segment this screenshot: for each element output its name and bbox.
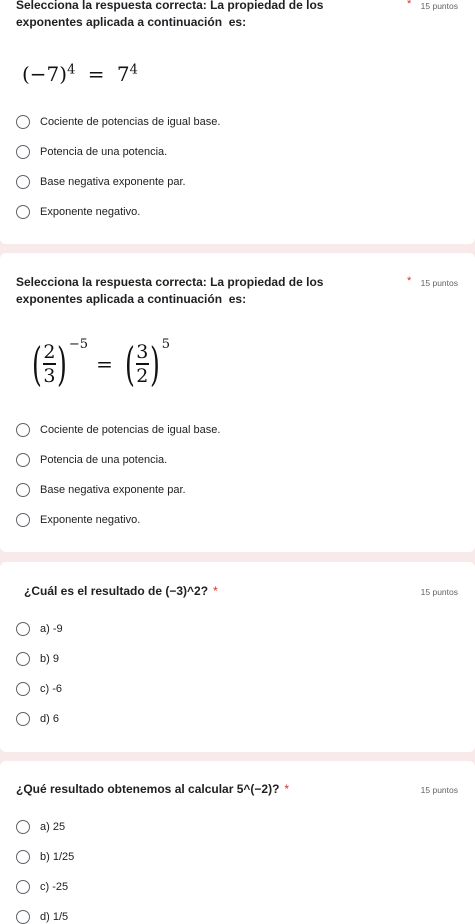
question-title: Selecciona la respuesta correcta: La propiedad de los exponentes aplicada a continuación es:	[16, 0, 327, 29]
option-radio[interactable]	[16, 614, 63, 644]
right-paren: )	[149, 337, 160, 391]
option-label: Exponente negativo.	[40, 514, 141, 526]
options-list	[16, 107, 220, 227]
question-formula	[28, 337, 171, 391]
option-label: c) -6	[40, 683, 62, 695]
radio-circle-icon[interactable]	[16, 850, 30, 864]
numerator: 3	[136, 341, 149, 364]
radio-circle-icon[interactable]	[16, 145, 30, 159]
radio-circle-icon[interactable]	[16, 483, 30, 497]
left-paren: (	[32, 337, 42, 391]
option-label: d) 1/5	[40, 911, 69, 923]
radio-circle-icon[interactable]	[16, 513, 30, 527]
question-title: Selecciona la respuesta correcta: La propiedad de los exponentes aplicada a continuación es:	[16, 275, 327, 306]
option-radio[interactable]	[16, 872, 74, 902]
left-paren: (	[124, 337, 135, 391]
option-label: Base negativa exponente par.	[40, 484, 186, 496]
radio-circle-icon[interactable]	[16, 880, 30, 894]
radio-circle-icon[interactable]	[16, 820, 30, 834]
option-label: Cociente de potencias de igual base.	[40, 424, 221, 436]
formula-lhs	[28, 337, 71, 391]
options-list	[16, 812, 74, 924]
points-label: 15 puntos	[420, 785, 458, 795]
denominator: 2	[136, 364, 149, 387]
radio-circle-icon[interactable]	[16, 423, 30, 437]
numerator: 2	[43, 341, 56, 364]
question-card-3	[0, 562, 475, 752]
option-label: Potencia de una potencia.	[40, 146, 168, 158]
option-label: Exponente negativo.	[40, 206, 141, 218]
formula-equals: =	[96, 352, 113, 376]
options-list	[16, 614, 63, 734]
radio-circle-icon[interactable]	[16, 682, 30, 696]
option-label: b) 9	[40, 653, 59, 665]
points-label: 15 puntos	[420, 1, 458, 11]
required-asterisk: *	[407, 0, 412, 10]
radio-circle-icon[interactable]	[16, 453, 30, 467]
formula-exponent: −5	[68, 337, 89, 352]
option-radio[interactable]	[16, 107, 220, 137]
option-radio[interactable]	[16, 197, 220, 227]
denominator: 3	[43, 364, 56, 387]
formula-rhs	[121, 337, 164, 391]
formula-rhs-exponent: 4	[129, 62, 138, 78]
question-card-4	[0, 761, 475, 924]
radio-circle-icon[interactable]	[16, 910, 30, 924]
options-list	[16, 415, 220, 535]
option-radio[interactable]	[16, 812, 74, 842]
formula-equals: =	[87, 62, 105, 86]
points-label: 15 puntos	[420, 278, 458, 288]
option-radio[interactable]	[16, 704, 63, 734]
question-card-2	[0, 253, 475, 552]
right-paren: )	[56, 337, 67, 391]
formula-base: (−7)	[22, 62, 68, 86]
option-radio[interactable]	[16, 902, 74, 924]
option-label: Cociente de potencias de igual base.	[40, 116, 221, 128]
option-label: d) 6	[40, 713, 59, 725]
option-radio[interactable]	[16, 475, 220, 505]
radio-circle-icon[interactable]	[16, 175, 30, 189]
question-formula	[22, 62, 138, 86]
option-label: Base negativa exponente par.	[40, 176, 186, 188]
option-radio[interactable]	[16, 644, 63, 674]
radio-circle-icon[interactable]	[16, 622, 30, 636]
fraction	[43, 342, 56, 385]
option-radio[interactable]	[16, 167, 220, 197]
required-asterisk: *	[213, 584, 218, 598]
radio-circle-icon[interactable]	[16, 115, 30, 129]
option-radio[interactable]	[16, 842, 74, 872]
option-radio[interactable]	[16, 505, 220, 535]
question-title: ¿Qué resultado obtenemos al calcular 5^(−2)? *	[16, 782, 290, 796]
option-radio[interactable]	[16, 445, 220, 475]
option-label: c) -25	[40, 881, 69, 893]
formula-exponent: 4	[67, 62, 76, 78]
radio-circle-icon[interactable]	[16, 652, 30, 666]
fraction	[136, 342, 149, 385]
formula-rhs-exponent: 5	[161, 337, 171, 352]
option-label: Potencia de una potencia.	[40, 454, 168, 466]
option-radio[interactable]	[16, 674, 63, 704]
question-card-1	[0, 0, 475, 244]
option-radio[interactable]	[16, 137, 220, 167]
required-asterisk: *	[284, 782, 290, 796]
option-radio[interactable]	[16, 415, 220, 445]
option-label: a) -9	[40, 623, 63, 635]
option-label: a) 25	[40, 821, 66, 833]
points-label: 15 puntos	[420, 587, 458, 597]
radio-circle-icon[interactable]	[16, 712, 30, 726]
radio-circle-icon[interactable]	[16, 205, 30, 219]
option-label: b) 1/25	[40, 851, 75, 863]
required-asterisk: *	[407, 275, 412, 287]
formula-rhs-base: 7	[116, 62, 130, 86]
question-title: ¿Cuál es el resultado de (−3)^2? *	[24, 584, 218, 598]
